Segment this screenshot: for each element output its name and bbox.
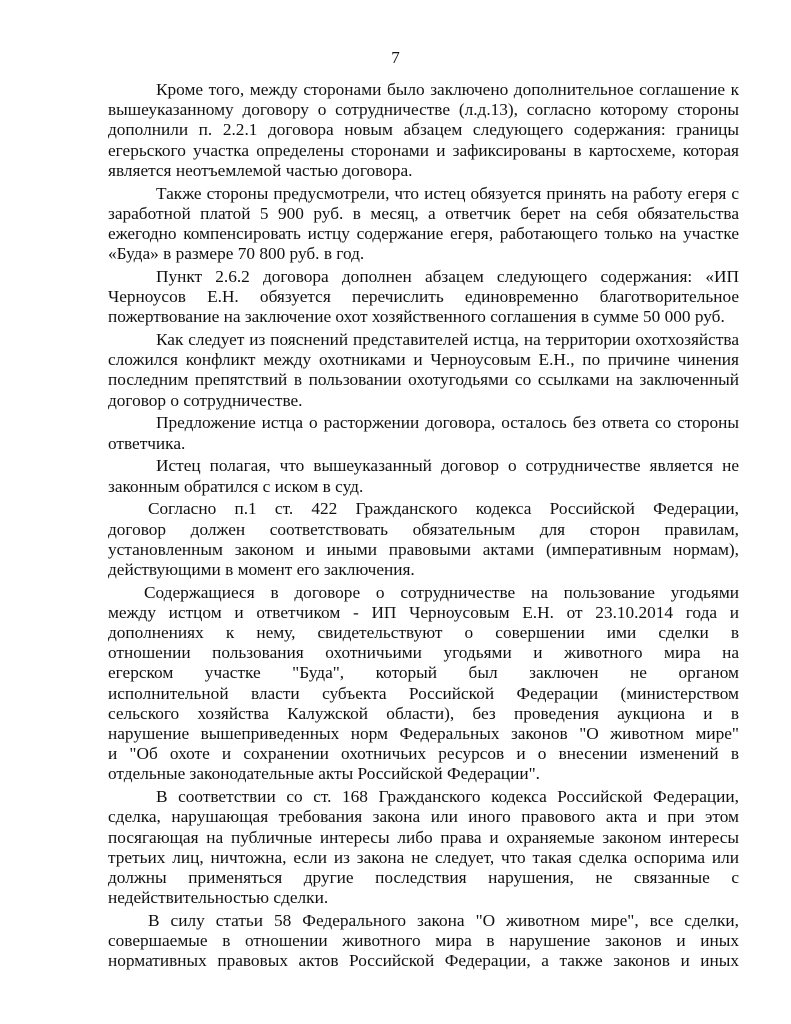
text-line: действующими в момент его заключения. [108, 559, 415, 579]
text-line: Также стороны предусмотрели, что истец обязуется принять на работу егеря с [156, 183, 739, 203]
text-line: отношении пользования охотничьими угодьями и животного мира на [108, 643, 739, 663]
text-line: В соответствии со ст. 168 Гражданского кодекса Российской Федерации, [156, 787, 739, 807]
text-line: Черноусов Е.Н. обязуется перечислить единовременно благотворительное [108, 287, 739, 307]
paragraph [108, 499, 739, 580]
paragraph [108, 80, 739, 181]
text-line: ответчика. [108, 433, 186, 453]
paragraph [108, 330, 739, 411]
text-line: договор должен соответствовать обязательным для сторон правилам, [108, 519, 739, 539]
paragraph [108, 413, 739, 453]
text-line: нормативных правовых актов Российской Федерации, а также законов и иных [108, 951, 739, 971]
text-line: договор о сотрудничестве. [108, 390, 303, 410]
text-line: должны применяться другие последствия нарушения, не связанные с [108, 867, 739, 887]
text-line: Содержащиеся в договоре о сотрудничестве на пользование угодьями [144, 582, 739, 602]
text-line: установленным законом и иными правовыми актами (императивным нормам), [108, 539, 739, 559]
document-body [108, 80, 739, 974]
text-line: и "Об охоте и сохранении охотничьих ресурсов и о внесении изменений в [108, 744, 739, 764]
text-line: вышеуказанному договору о сотрудничестве (л.д.13), согласно которому стороны [108, 100, 739, 120]
text-line: Согласно п.1 ст. 422 Гражданского кодекса Российской Федерации, [148, 499, 739, 519]
text-line: исполнительной власти субъекта Российской Федерации (министерством [108, 683, 739, 703]
text-line: нарушение вышеприведенных норм Федеральных законов "О животном мире" [108, 723, 739, 743]
page-number: 7 [391, 48, 400, 67]
text-line: совершаемые в отношении животного мира в нарушение законов и иных [108, 931, 739, 951]
text-line: отдельные законодательные акты Российской Федерации". [108, 764, 540, 784]
paragraph [108, 456, 739, 496]
text-line: недействительностью сделки. [108, 888, 329, 908]
text-line: между истцом и ответчиком - ИП Черноусовым Е.Н. от 23.10.2014 года и [108, 602, 739, 622]
text-line: Пункт 2.6.2 договора дополнен абзацем следующего содержания: «ИП [156, 266, 739, 286]
text-line: егерском участке "Буда", который был заключен не органом [108, 663, 739, 683]
text-line: третьих лиц, ничтожна, если из закона не следует, что такая сделка оспорима или [108, 847, 739, 867]
text-line: Предложение истца о расторжении договора, осталось без ответа со стороны [156, 413, 739, 433]
paragraph [108, 184, 739, 265]
text-line: егерьского участка определены сторонами и зафиксированы в картосхеме, которая [108, 140, 739, 160]
text-line: ежегодно компенсировать истцу содержание егеря, работающего только на участке [108, 223, 739, 243]
text-line: заработной платой 5 900 руб. в месяц, а ответчик берет на себя обязательства [108, 203, 739, 223]
text-line: дополнили п. 2.2.1 договора новым абзацем следующего содержания: границы [108, 120, 739, 140]
text-line: Кроме того, между сторонами было заключено дополнительное соглашение к [156, 80, 739, 99]
text-line: посягающая на публичные интересы либо права и охраняемые законом интересы [108, 827, 739, 847]
text-line: пожертвование на заключение охот хозяйственного соглашения в сумме 50 000 руб. [108, 307, 725, 327]
text-line: Истец полагая, что вышеуказанный договор о сотрудничестве является не [156, 456, 739, 476]
text-line: сельского хозяйства Калужской области), без проведения аукциона и в [108, 703, 739, 723]
paragraph [108, 787, 739, 908]
text-line: сложился конфликт между охотниками и Черноусовым Е.Н., по причине чинения [108, 350, 739, 370]
text-line: дополнениях к нему, свидетельствуют о совершении ими сделки в [108, 623, 739, 643]
paragraph [108, 583, 739, 785]
paragraph [108, 267, 739, 328]
text-line: «Буда» в размере 70 800 руб. в год. [108, 244, 365, 264]
text-line: последним препятствий в пользовании охотугодьями со ссылками на заключенный [108, 370, 739, 390]
text-line: является неотъемлемой частью договора. [108, 160, 413, 180]
paragraph [108, 911, 739, 972]
text-line: сделка, нарушающая требования закона или иного правового акта и при этом [108, 807, 739, 827]
text-line: законным обратился с иском в суд. [108, 476, 364, 496]
text-line: Как следует из пояснений представителей истца, на территории охотхозяйства [156, 330, 739, 350]
text-line: В силу статьи 58 Федерального закона "О животном мире", все сделки, [148, 910, 739, 930]
